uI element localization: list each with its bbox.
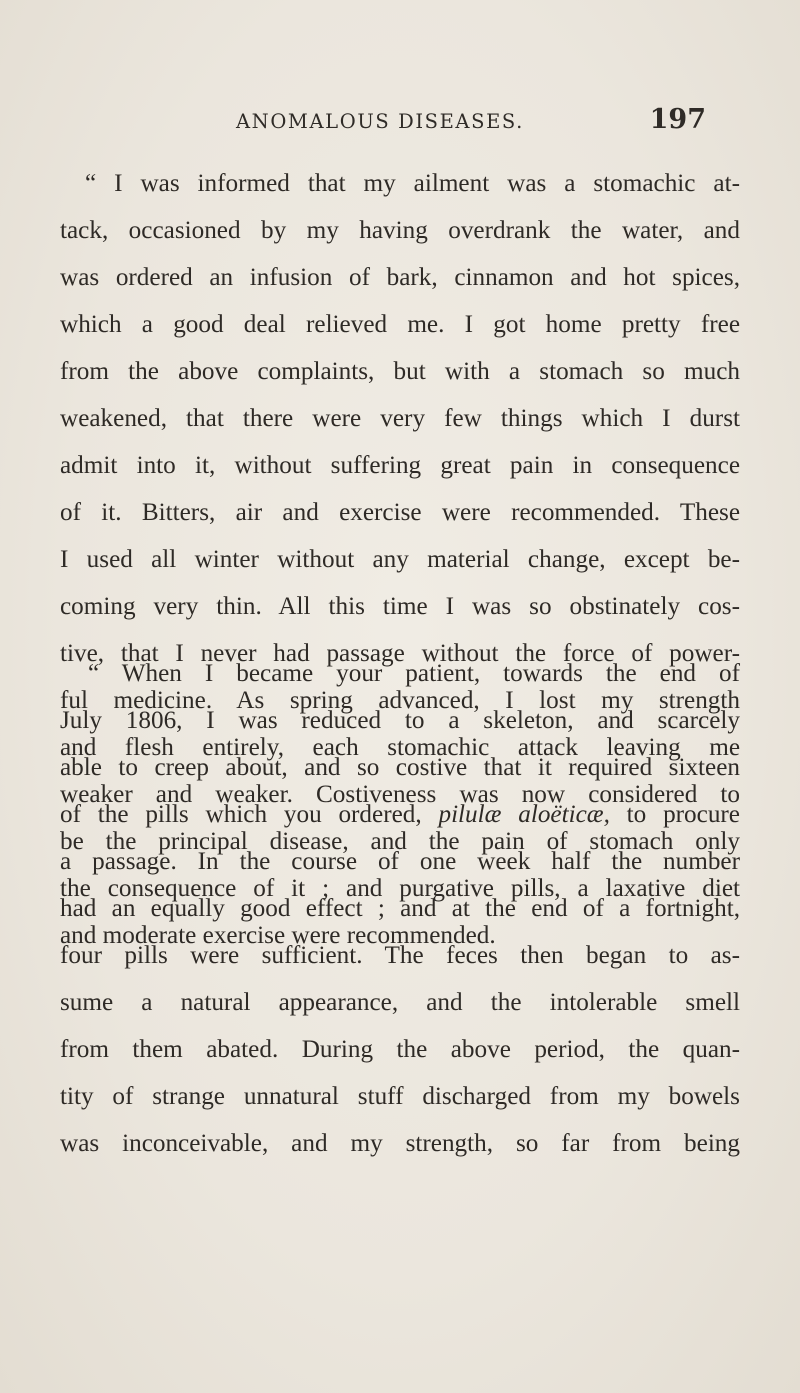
page-number: 197	[649, 104, 706, 135]
text-line: tack, occasioned by my having overdrank the water, and	[60, 217, 740, 244]
text-line-with-latin	[60, 791, 740, 838]
text-line: admit into it, without suffering great pain in consequence	[60, 452, 740, 479]
text-line: sume a natural appearance, and the intolerable smell	[60, 989, 740, 1016]
text-line: July 1806, I was reduced to a skeleton, and scarcely	[60, 707, 740, 734]
text-line: was ordered an infusion of bark, cinnamon and hot spices,	[60, 264, 740, 291]
text-line: of it. Bitters, air and exercise were recommended. These	[60, 499, 740, 526]
text-segment: of the pills which you ordered,	[60, 801, 439, 828]
text-line: which a good deal relieved me. I got home pretty free	[60, 311, 740, 338]
text-line: from the above complaints, but with a stomach so much	[60, 358, 740, 385]
text-line: be the principal disease, and the pain of stomach only	[60, 828, 740, 855]
text-line: and moderate exercise were recommended.	[60, 922, 496, 949]
text-line: from them abated. During the above period, the quan-	[60, 1036, 740, 1063]
text-line: weaker and weaker. Costiveness was now considered to	[60, 781, 740, 808]
text-line: “ I was informed that my ailment was a stomachic at-	[85, 170, 740, 197]
text-line: had an equally good effect ; and at the end of a fortnight,	[60, 895, 740, 922]
text-line: was inconceivable, and my strength, so far from being	[60, 1130, 740, 1157]
text-line: weakened, that there were very few things which I durst	[60, 405, 740, 432]
text-line: ful medicine. As spring advanced, I lost my strength	[60, 687, 740, 714]
text-line: “ When I became your patient, towards the end of	[88, 660, 740, 687]
text-line: able to creep about, and so costive that it required sixteen	[60, 754, 740, 781]
text-line: I used all winter without any material change, except be-	[60, 546, 740, 573]
paragraph-2	[60, 650, 740, 1167]
text-segment: to procure	[609, 801, 740, 828]
text-line: tive, that I never had passage without the force of power-	[60, 640, 740, 667]
text-line: coming very thin. All this time I was so obstinately cos-	[60, 593, 740, 620]
latin-term: pilulæ aloëticæ,	[438, 801, 610, 828]
text-line: the consequence of it ; and purgative pills, a laxative diet	[60, 875, 740, 902]
text-line: four pills were sufficient. The feces then began to as-	[60, 942, 740, 969]
page-header	[236, 104, 736, 144]
text-line: tity of strange unnatural stuff discharged from my bowels	[60, 1083, 740, 1110]
text-line: a passage. In the course of one week half the number	[60, 848, 740, 875]
running-title: ANOMALOUS DISEASES.	[236, 110, 524, 133]
text-line: and flesh entirely, each stomachic attack leaving me	[60, 734, 740, 761]
